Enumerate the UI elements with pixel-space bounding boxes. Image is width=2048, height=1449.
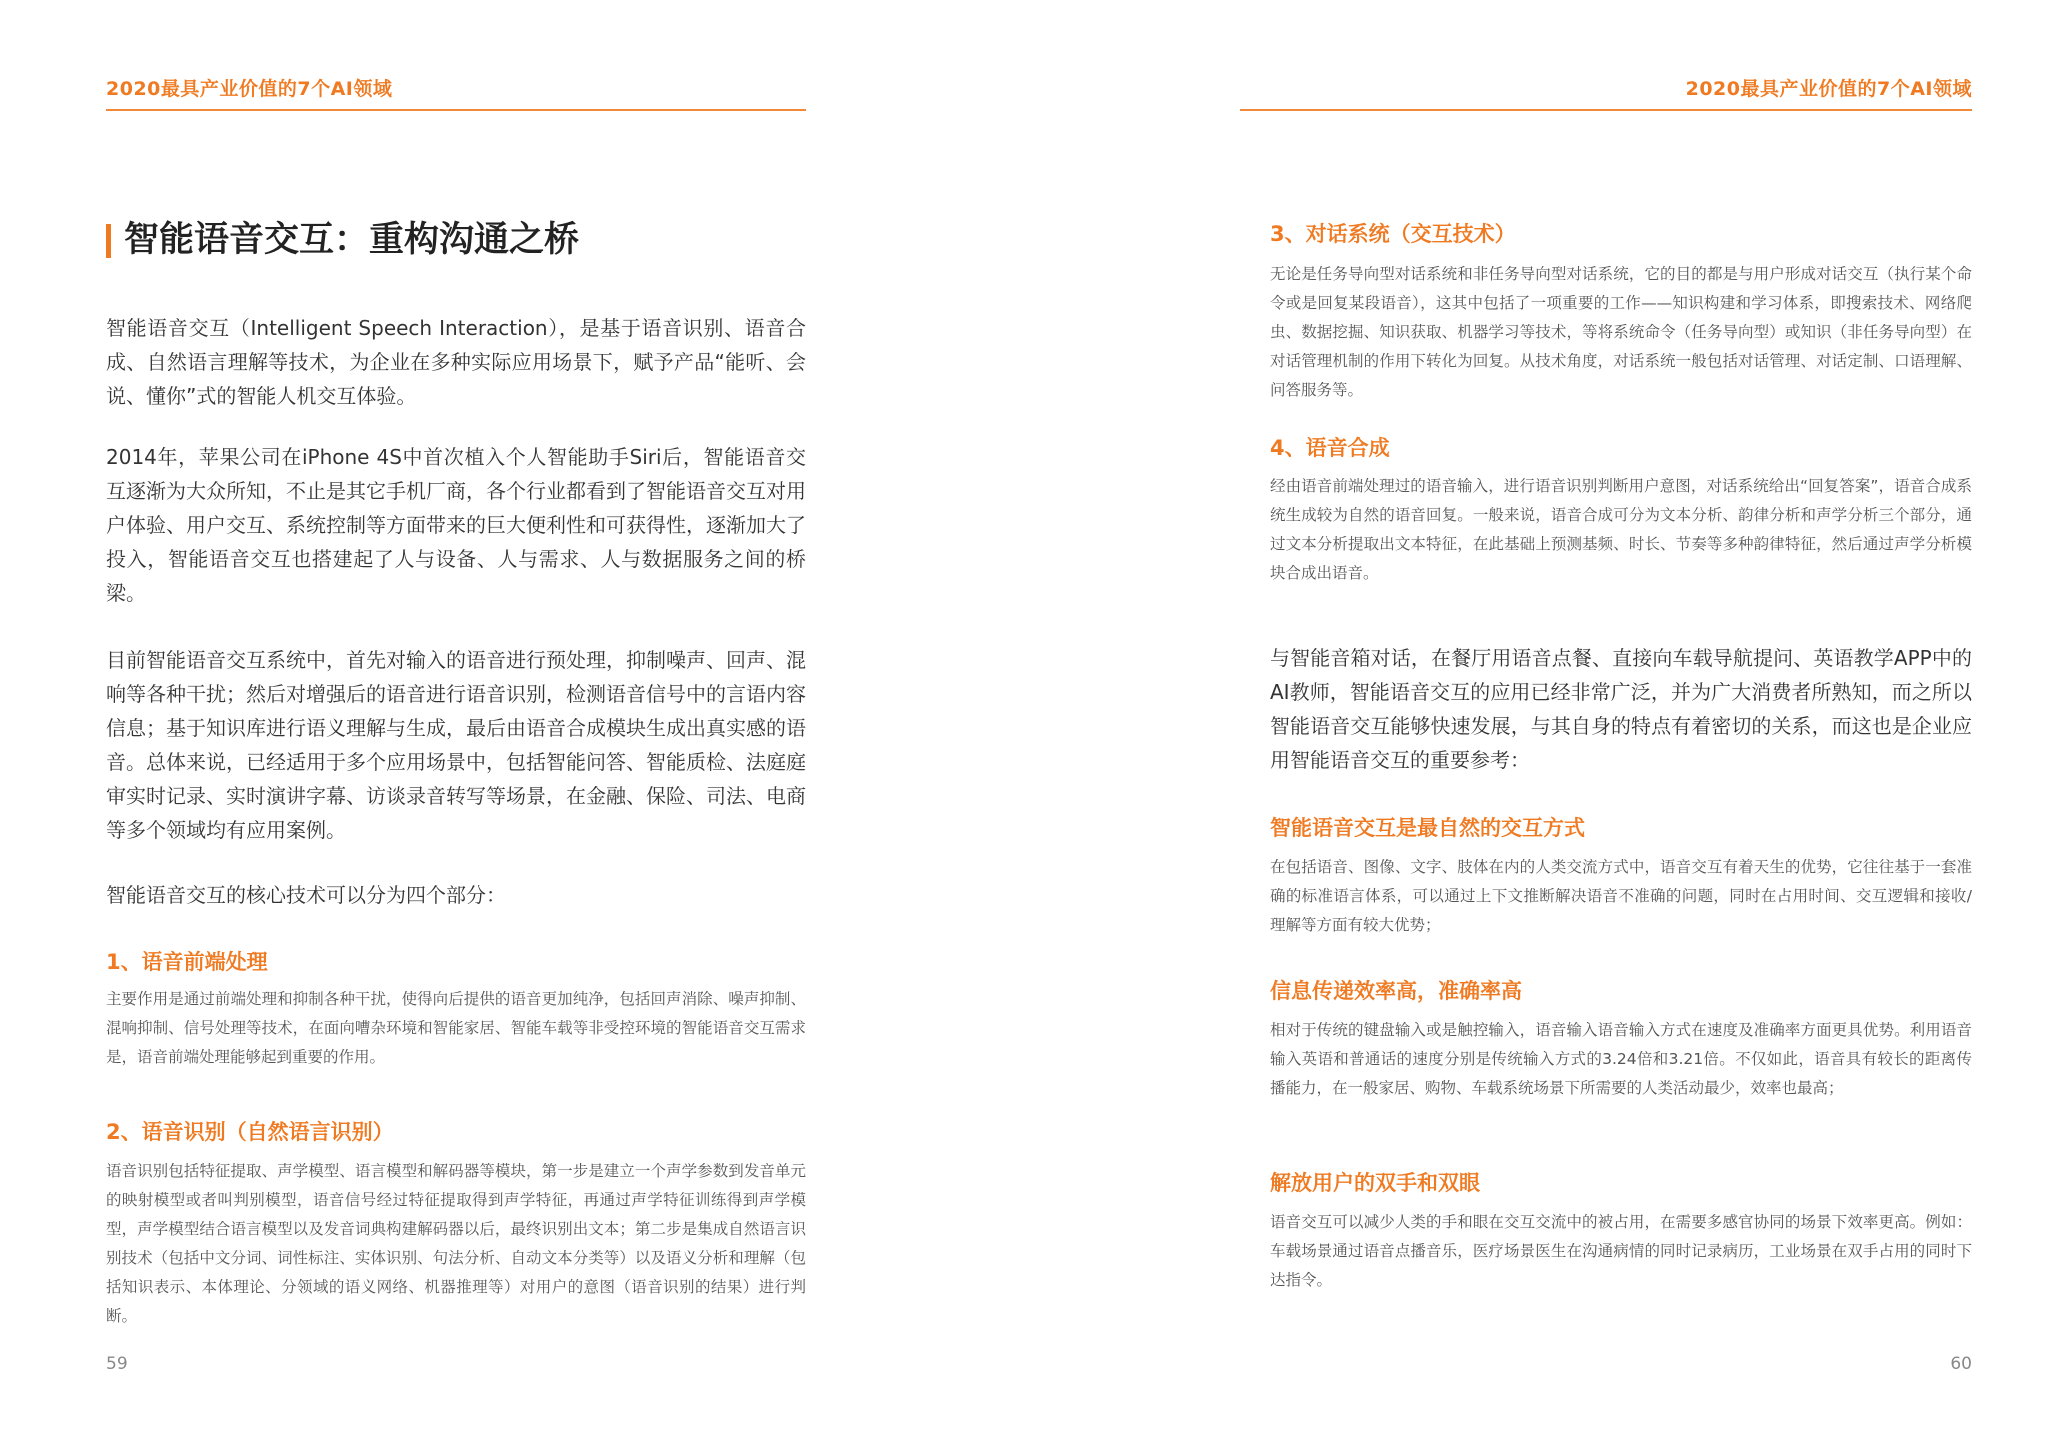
section-text-dialog: 无论是任务导向型对话系统和非任务导向型对话系统，它的目的都是与用户形成对话交互（执行某个命令或是回复某段语音），这其中包括了一项重要的工作——知识构建和学习体系，即搜索技术、网络爬虫、数据挖掘、知识获取、机器学习等技术，等将系统命令（任务导向型）或知识（非任务导向型）在对话管理机制的作用下转化为回复。从技术角度，对话系统一般包括对话管理、对话定制、口语理解、问答服务等。 xyxy=(1270,265,1972,399)
section-text-front-end: 主要作用是通过前端处理和抑制各种干扰，使得向后提供的语音更加纯净，包括回声消除、噪声抑制、混响抑制、信号处理等技术，在面向嘈杂环境和智能家居、智能车载等非受控环境的智能语音交互需求是，语音前端处理能够起到重要的作用。 xyxy=(106,990,806,1066)
header-title-left: 2020最具产业价值的7个AI领域 xyxy=(106,78,393,100)
feature-text-natural: 在包括语音、图像、文字、肢体在内的人类交流方式中，语音交互有着天生的优势，它往往基于一套准确的标准语言体系，可以通过上下文推断解决语音不准确的问题，同时在占用时间、交互逻辑和接收/理解等方面有较大优势； xyxy=(1270,858,1972,934)
system-paragraph: 目前智能语音交互系统中，首先对输入的语音进行预处理，抑制噪声、回声、混响等各种干扰；然后对增强后的语音进行语音识别，检测语音信号中的言语内容信息；基于知识库进行语义理解与生成，最后由语音合成模块生成出真实感的语音。总体来说，已经适用于多个应用场景中，包括智能问答、智能质检、法庭庭审实时记录、实时演讲字幕、访谈录音转写等场景，在金融、保险、司法、电商等多个领域均有应用案例。 xyxy=(106,648,806,842)
page-number-right: 60 xyxy=(1950,1354,1972,1374)
section-heading-synthesis: 4、语音合成 xyxy=(1270,436,1390,460)
section-text-synthesis: 经由语音前端处理过的语音输入，进行语音识别判断用户意图，对话系统给出“回复答案”，语音合成系统生成较为自然的语音回复。一般来说，语音合成可分为文本分析、韵律分析和声学分析三个部分，通过文本分析提取出文本特征，在此基础上预测基频、时长、节奏等多种韵律特征，然后通过声学分析模块合成出语音。 xyxy=(1270,477,1972,582)
feature-heading-efficiency: 信息传递效率高，准确率高 xyxy=(1270,979,1522,1003)
page-title: 智能语音交互：重构沟通之桥 xyxy=(106,218,579,262)
feature-text-hands-free: 语音交互可以减少人类的手和眼在交互交流中的被占用，在需要多感官协同的场景下效率更高。例如：车载场景通过语音点播音乐，医疗场景医生在沟通病情的同时记录病历，工业场景在双手占用的同时下达指令。 xyxy=(1270,1213,1972,1289)
header-title-right: 2020最具产业价值的7个AI领域 xyxy=(1685,78,1972,100)
feature-heading-hands-free: 解放用户的双手和双眼 xyxy=(1270,1171,1480,1195)
header-divider-left xyxy=(106,109,806,111)
section-text-recognition: 语音识别包括特征提取、声学模型、语言模型和解码器等模块，第一步是建立一个声学参数到发音单元的映射模型或者叫判别模型，语音信号经过特征提取得到声学特征，再通过声学特征训练得到声学模型，声学模型结合语言模型以及发音词典构建解码器以后，最终识别出文本；第二步是集成自然语言识别技术（包括中文分词、词性标注、实体识别、句法分析、自动文本分类等）以及语义分析和理解（包括知识表示、本体理论、分领域的语义网络、机器推理等）对用户的意图（语音识别的结果）进行判断。 xyxy=(106,1162,806,1325)
feature-text-efficiency: 相对于传统的键盘输入或是触控输入，语音输入语音输入方式在速度及准确率方面更具优势。利用语音输入英语和普通话的速度分别是传统输入方式的3.24倍和3.21倍。不仅如此，语音具有较长的距离传播能力，在一般家居、购物、车载系统场景下所需要的人类活动最少，效率也最高； xyxy=(1270,1021,1972,1097)
page-number-left: 59 xyxy=(106,1354,128,1374)
intro-paragraph: 智能语音交互（Intelligent Speech Interaction），是基于语音识别、语音合成、自然语言理解等技术，为企业在多种实际应用场景下，赋予产品“能听、会说、懂你”式的智能人机交互体验。 xyxy=(106,316,806,408)
core-tech-intro: 智能语音交互的核心技术可以分为四个部分： xyxy=(106,883,506,907)
feature-heading-natural: 智能语音交互是最自然的交互方式 xyxy=(1270,816,1585,840)
section-heading-front-end: 1、语音前端处理 xyxy=(106,950,268,974)
history-paragraph: 2014年，苹果公司在iPhone 4S中首次植入个人智能助手Siri后，智能语音交互逐渐为大众所知，不止是其它手机厂商，各个行业都看到了智能语音交互对用户体验、用户交互、系统控制等方面带来的巨大便利性和可获得性，逐渐加大了投入，智能语音交互也搭建起了人与设备、人与需求、人与数据服务之间的桥梁。 xyxy=(106,445,806,605)
section-heading-recognition: 2、语音识别（自然语言识别） xyxy=(106,1120,394,1144)
applications-paragraph: 与智能音箱对话，在餐厅用语音点餐、直接向车载导航提问、英语教学APP中的AI教师，智能语音交互的应用已经非常广泛，并为广大消费者所熟知，而之所以智能语音交互能够快速发展，与其自身的特点有着密切的关系，而这也是企业应用智能语音交互的重要参考： xyxy=(1270,646,1972,772)
section-heading-dialog: 3、对话系统（交互技术） xyxy=(1270,222,1516,246)
header-divider-right xyxy=(1240,109,1972,111)
